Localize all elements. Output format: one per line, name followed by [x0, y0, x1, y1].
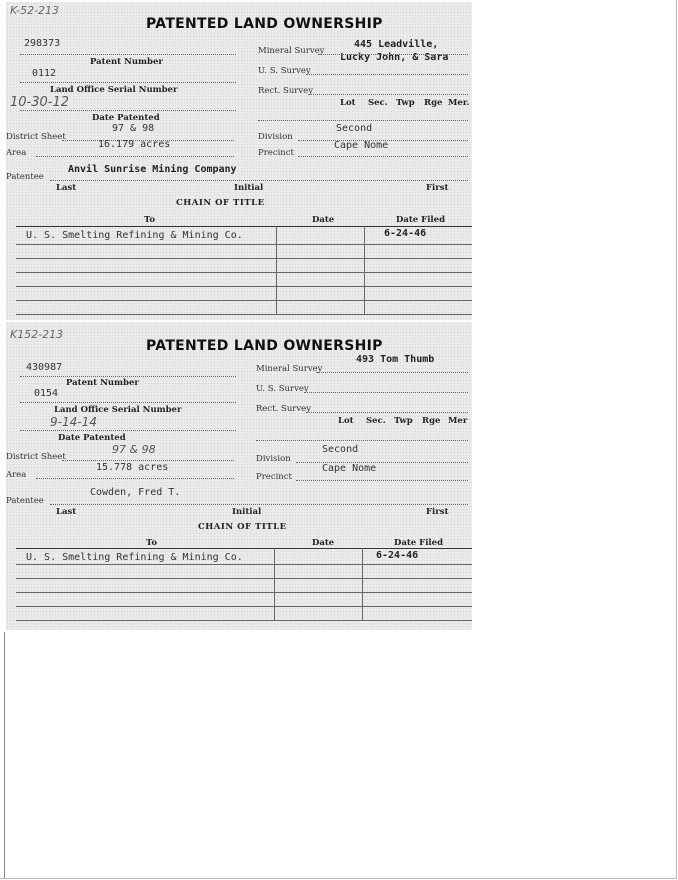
rect-survey-line	[306, 412, 468, 413]
rect-col-mer: Mer	[448, 416, 468, 426]
chain-col-to: To	[144, 215, 156, 225]
area-line	[36, 156, 234, 157]
rect-col-rge: Rge	[424, 98, 443, 108]
patentee-label: Patentee	[6, 172, 44, 182]
rect-survey-label: Rect. Survey	[256, 404, 312, 414]
rect-survey-line-2	[256, 440, 468, 441]
area-label: Area	[6, 470, 27, 480]
serial-number-label: Land Office Serial Number	[54, 405, 182, 415]
mineral-survey-line	[318, 54, 468, 55]
rect-col-lot: Lot	[338, 416, 354, 426]
chain-row-1-filed: 6-24-46	[384, 228, 427, 239]
district-sheet-value: 97 & 98	[112, 123, 155, 134]
page-left-rule	[4, 632, 5, 878]
rect-col-twp: Twp	[396, 98, 415, 108]
date-patented-value: 10-30-12	[10, 95, 70, 110]
patent-number-label: Patent Number	[90, 57, 163, 67]
chain-of-title-heading: CHAIN OF TITLE	[198, 522, 287, 532]
chain-of-title-heading: CHAIN OF TITLE	[176, 198, 265, 208]
date-patented-value: 9-14-14	[50, 415, 97, 429]
mineral-survey-value: 493 Tom Thumb	[356, 354, 435, 365]
chain-row-1-to: U. S. Smelting Refining & Mining Co.	[26, 230, 243, 241]
patent-number-line	[20, 54, 236, 55]
rect-survey-label: Rect. Survey	[258, 86, 314, 96]
district-sheet-label: District Sheet	[6, 452, 66, 462]
patent-number-value: 298373	[24, 38, 61, 49]
date-patented-line	[20, 110, 236, 111]
mineral-survey-label: Mineral Survey	[258, 46, 325, 56]
precinct-label: Precinct	[258, 148, 294, 158]
name-col-first: First	[426, 507, 449, 517]
division-value: Second	[322, 444, 359, 455]
chain-row-1-filed: 6-24-46	[376, 550, 419, 561]
mineral-survey-line	[316, 372, 468, 373]
us-survey-label: U. S. Survey	[256, 384, 309, 394]
card-reference: K-52-213	[10, 4, 60, 17]
rect-col-sec: Sec.	[368, 98, 388, 108]
chain-col-date-filed: Date Filed	[396, 215, 446, 225]
district-sheet-label: District Sheet	[6, 132, 66, 142]
precinct-line	[298, 156, 468, 157]
precinct-line	[296, 480, 468, 481]
card-title: PATENTED LAND OWNERSHIP	[146, 16, 383, 32]
name-col-last: Last	[56, 183, 77, 193]
precinct-value: Cape Nome	[334, 140, 389, 151]
area-line	[36, 478, 234, 479]
ownership-card-1	[6, 2, 472, 320]
name-col-first: First	[426, 183, 449, 193]
name-col-initial: Initial	[234, 183, 264, 193]
patent-number-label: Patent Number	[66, 378, 139, 388]
patentee-line	[50, 180, 468, 181]
card-reference: K152-213	[10, 328, 64, 341]
district-sheet-value: 97 & 98	[112, 443, 156, 456]
rect-col-sec: Sec.	[366, 416, 386, 426]
division-value: Second	[336, 123, 373, 134]
district-sheet-line	[62, 460, 234, 461]
name-col-initial: Initial	[232, 507, 262, 517]
precinct-value: Cape Nome	[322, 463, 377, 474]
chain-col-date-filed: Date Filed	[394, 538, 444, 548]
mineral-survey-value: 445 Leadville,	[354, 39, 439, 50]
patentee-value: Anvil Sunrise Mining Company	[68, 164, 237, 175]
rect-survey-line	[308, 94, 468, 95]
patentee-label: Patentee	[6, 496, 44, 506]
serial-number-line	[20, 402, 236, 403]
chain-col-to: To	[146, 538, 158, 548]
patentee-line	[50, 504, 468, 505]
serial-number-line	[20, 82, 236, 83]
chain-col-date: Date	[312, 215, 335, 225]
patent-number-value: 430987	[26, 362, 63, 373]
area-label: Area	[6, 148, 27, 158]
us-survey-line	[304, 392, 468, 393]
rect-col-mer: Mer.	[448, 98, 470, 108]
us-survey-line	[306, 74, 468, 75]
chain-col-date: Date	[312, 538, 335, 548]
division-label: Division	[258, 132, 293, 142]
serial-number-value: 0154	[34, 388, 59, 399]
date-patented-label: Date Patented	[58, 433, 126, 443]
serial-number-label: Land Office Serial Number	[50, 85, 178, 95]
chain-row-1-to: U. S. Smelting Refining & Mining Co.	[26, 552, 243, 563]
area-value: 16.179 acres	[98, 139, 171, 150]
rect-survey-line-2	[258, 120, 468, 121]
card-title: PATENTED LAND OWNERSHIP	[146, 338, 383, 354]
rect-col-twp: Twp	[394, 416, 413, 426]
us-survey-label: U. S. Survey	[258, 66, 311, 76]
serial-number-value: 0112	[32, 68, 57, 79]
date-patented-label: Date Patented	[92, 113, 160, 123]
rect-col-rge: Rge	[422, 416, 441, 426]
division-label: Division	[256, 454, 291, 464]
precinct-label: Precinct	[256, 472, 292, 482]
mineral-survey-label: Mineral Survey	[256, 364, 323, 374]
date-patented-line	[20, 430, 236, 431]
rect-col-lot: Lot	[340, 98, 356, 108]
area-value: 15.778 acres	[96, 462, 169, 473]
patentee-value: Cowden, Fred T.	[90, 487, 181, 498]
mineral-survey-value-2: Lucky John, & Sara	[340, 52, 449, 63]
name-col-last: Last	[56, 507, 77, 517]
ownership-card-2	[6, 322, 472, 630]
patent-number-line	[20, 376, 236, 377]
